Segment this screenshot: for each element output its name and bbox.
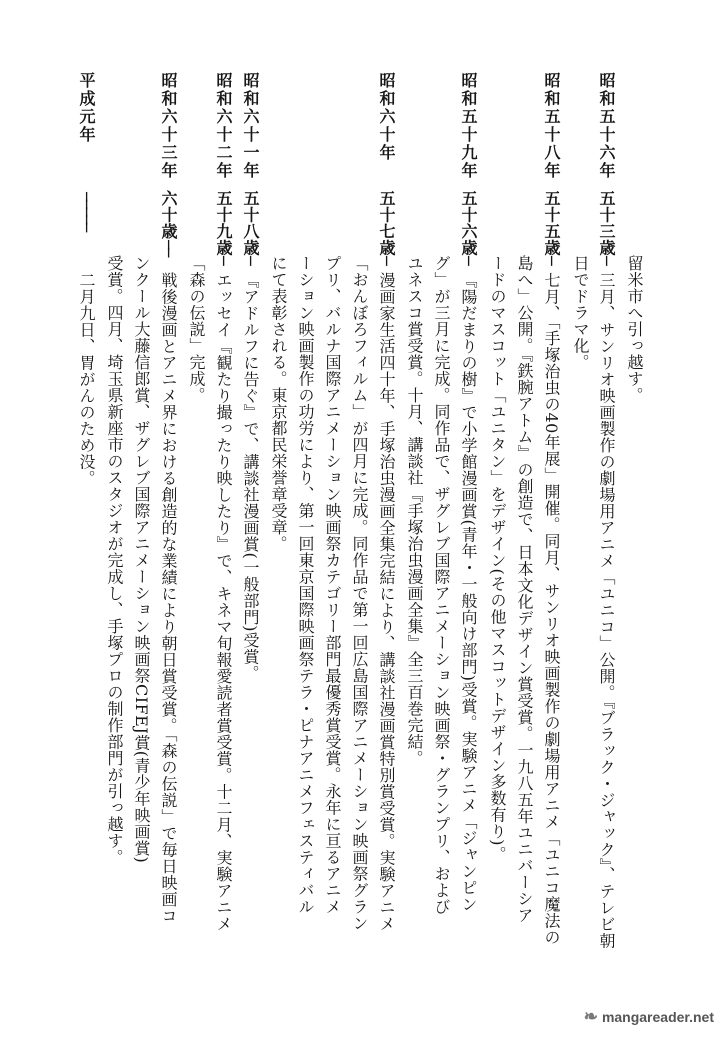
entry-text-line: エッセイ『観たり撮ったり映したり』で、キネマ旬報愛読者賞受賞。十二月、実験アニメ (214, 272, 233, 932)
entry-text-line: グ」が三月に完成。同作品で、ザグレブ国際アニメーション映画祭・グランプリ、および (432, 255, 451, 915)
entry-text-line: 「森の伝説」完成。 (187, 255, 206, 404)
entry-text-line: 「おんぼろフィルム」が四月に完成。同作品で第一回広島国際アニメーション映画祭グラン (350, 255, 369, 932)
entry-text-line: ンクール大藤信郎賞、ザグレブ国際アニメーション映画祭CIFEJ賞(青少年映画賞) (132, 255, 151, 864)
dash-separator: ─ (241, 256, 260, 264)
age-label: 五十七歳 (377, 190, 396, 256)
era-label: 昭和五十九年 (459, 72, 478, 180)
age-label: 五十八歳 (241, 190, 260, 256)
entry-text-line: 二月九日、胃がんのため没。 (77, 272, 96, 487)
age-label: 五十九歳 (214, 190, 233, 256)
entry-text-line: 日でドラマ化。 (571, 255, 590, 371)
entry-text-line: 留米市へ引っ越す。 (625, 255, 644, 404)
entry-text-line: 『陽だまりの樹』で小学館漫画賞(青年・一般向け部門)受賞。実験アニメ「ジャンピン (459, 272, 478, 913)
era-label: 昭和六十三年 (159, 72, 178, 180)
entry-text-line: プリ、バルナ国際アニメーション映画祭カテゴリー部門最優秀賞受賞。永年に亘るアニメ (323, 255, 342, 915)
age-label: 五十五歳 (542, 190, 561, 256)
cat-logo-icon: ❧ (583, 1007, 598, 1026)
entry-text-line: ーション映画製作の功労により、第一回東京国際映画祭テラ・ピナアニメフェスティバル (296, 255, 315, 915)
dash-separator: ─ (542, 256, 561, 264)
age-label: 五十六歳 (459, 190, 478, 256)
dash-separator: ───── (77, 192, 96, 231)
era-label: 昭和五十八年 (542, 72, 561, 180)
entry-text-line: 受賞。四月、埼玉県新座市のスタジオが完成し、手塚プロの制作部門が引っ越す。 (105, 255, 124, 866)
watermark (584, 1007, 714, 1027)
entry-text-line: 漫画家生活四十年、手塚治虫漫画全集完結により、講談社漫画賞特別賞受賞。実験アニメ (377, 272, 396, 932)
entry-text-line: ユネスコ賞受賞。十月、講談社『手塚治虫漫画全集』全三百巻完結。 (405, 255, 424, 767)
dash-separator: ─ (214, 256, 233, 264)
watermark-text: mangareader.net (601, 1009, 714, 1025)
dash-separator: ─ (377, 256, 396, 264)
era-label: 平成元年 (77, 72, 96, 144)
entry-text-line: 七月、「手塚治虫の40年展」開催。同月、サンリオ映画製作の劇場用アニメ「ユニコ魔法の (542, 272, 561, 946)
age-label: 六十歳 (159, 190, 178, 240)
dash-separator: ── (159, 240, 178, 256)
dash-separator: ─ (597, 256, 616, 264)
era-label: 昭和六十一年 (241, 72, 260, 180)
age-label: 五十三歳 (597, 190, 616, 256)
entry-text-line: 島へ」公開。『鉄腕アトム』の創造で、日本文化デザイン賞受賞。一九八五年ユニバーシア (515, 255, 534, 924)
entry-text-line: 『アドルフに告ぐ』で、講談社漫画賞(一般部門)受賞。 (241, 272, 260, 682)
entry-text-line: ードのマスコット「ユニタン」をデザイン(その他マスコットデザイン多数有り)。 (488, 255, 507, 863)
entry-text-line: にて表彰される。東京都民栄誉章受章。 (269, 255, 288, 552)
era-label: 昭和六十年 (377, 72, 396, 162)
dash-separator: ─ (459, 256, 478, 264)
era-label: 昭和六十二年 (214, 72, 233, 180)
entry-text-line: 戦後漫画とアニメ界における創造的な業績により朝日賞受賞。「森の伝説」で毎日映画コ (159, 272, 178, 924)
entry-text-line: 三月、サンリオ映画製作の劇場用アニメ「ユニコ」公開。『ブラック・ジャック』、テレビ朝 (597, 272, 616, 949)
era-label: 昭和五十六年 (597, 72, 616, 180)
